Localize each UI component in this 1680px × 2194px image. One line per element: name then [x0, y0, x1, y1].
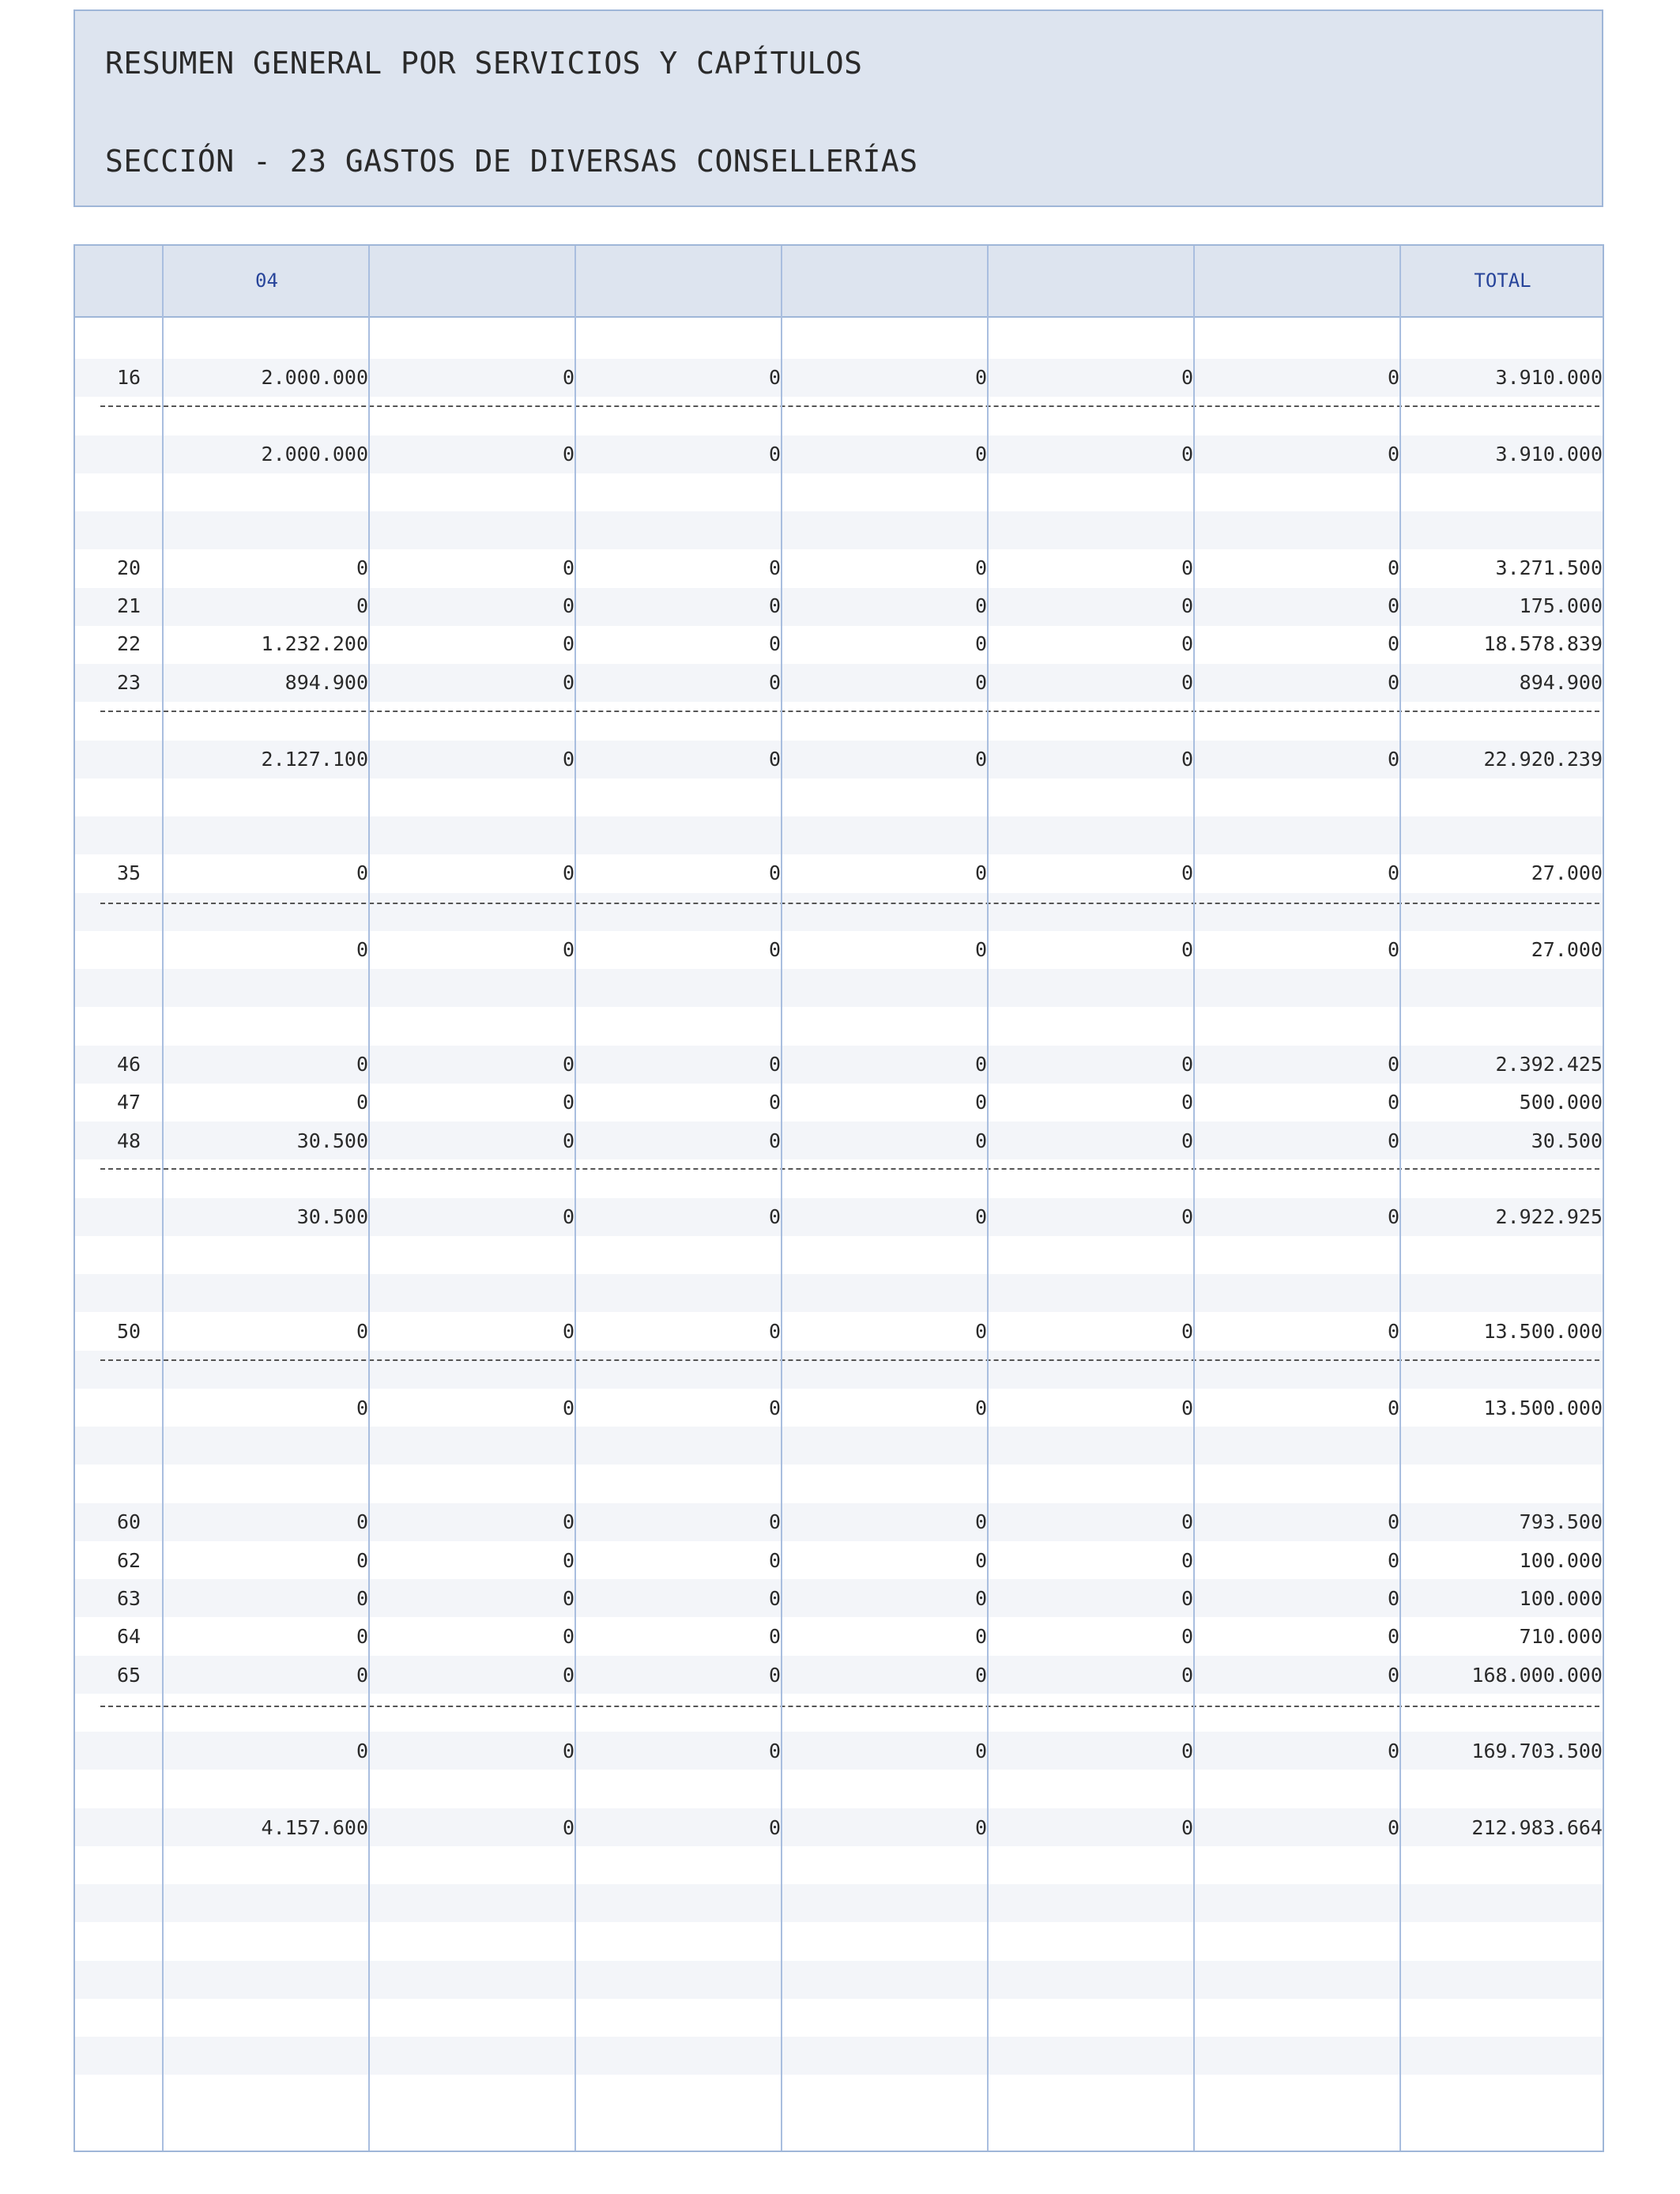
row-value: 0	[974, 556, 987, 579]
row-value: 0	[1387, 1205, 1399, 1228]
row-total: 793.500	[1519, 1510, 1603, 1533]
row-value: 0	[768, 1625, 781, 1648]
report-title: RESUMEN GENERAL POR SERVICIOS Y CAPÍTULOS	[105, 46, 863, 81]
row-value: 0	[768, 443, 781, 466]
row-code: 16	[116, 366, 141, 389]
row-value: 0	[1387, 1740, 1399, 1762]
row-value: 0	[768, 366, 781, 389]
row-value: 0	[974, 366, 987, 389]
row-value: 0	[356, 1053, 368, 1076]
section-title: SECCIÓN - 23 GASTOS DE DIVERSAS CONSELLERÍAS	[105, 144, 918, 179]
row-value: 0	[562, 1587, 574, 1610]
row-value: 30.500	[296, 1129, 368, 1152]
row-code: 60	[116, 1510, 141, 1533]
row-value: 0	[1387, 1587, 1399, 1610]
row-value: 0	[1387, 1549, 1399, 1572]
row-total: 30.500	[1531, 1129, 1603, 1152]
row-value: 0	[768, 1510, 781, 1533]
row-value: 0	[562, 443, 574, 466]
row-value: 0	[356, 938, 368, 961]
row-value: 0	[1387, 1091, 1399, 1114]
row-value: 1.232.200	[261, 632, 368, 655]
row-value: 0	[562, 1397, 574, 1419]
row-value: 0	[356, 861, 368, 884]
row-value: 0	[562, 1740, 574, 1762]
row-value: 2.000.000	[261, 366, 368, 389]
row-value: 0	[1181, 1587, 1193, 1610]
row-value: 0	[974, 1816, 987, 1839]
row-value: 0	[768, 556, 781, 579]
row-value: 0	[1387, 366, 1399, 389]
row-value: 0	[974, 671, 987, 694]
row-value: 0	[768, 1091, 781, 1114]
row-code: 48	[116, 1129, 141, 1152]
table-frame	[73, 244, 1604, 2152]
row-value: 0	[974, 1549, 987, 1572]
row-value: 0	[974, 1205, 987, 1228]
row-value: 0	[768, 1397, 781, 1419]
row-value: 0	[562, 632, 574, 655]
row-value: 894.900	[284, 671, 368, 694]
row-value: 0	[1387, 1397, 1399, 1419]
row-value: 0	[974, 632, 987, 655]
row-value: 0	[974, 1397, 987, 1419]
row-value: 0	[356, 556, 368, 579]
row-code: 23	[116, 671, 141, 694]
row-total: 18.578.839	[1483, 632, 1603, 655]
row-value: 0	[562, 748, 574, 771]
row-value: 4.157.600	[261, 1816, 368, 1839]
row-value: 0	[768, 1587, 781, 1610]
row-value: 0	[1387, 1816, 1399, 1839]
row-total: 22.920.239	[1483, 748, 1603, 771]
row-value: 0	[1181, 366, 1193, 389]
row-code: 35	[116, 861, 141, 884]
row-value: 0	[1181, 1625, 1193, 1648]
row-value: 0	[1181, 938, 1193, 961]
row-value: 0	[768, 748, 781, 771]
row-code: 21	[116, 594, 141, 617]
row-value: 0	[768, 632, 781, 655]
row-value: 0	[1181, 632, 1193, 655]
row-value: 0	[768, 861, 781, 884]
row-total: 169.703.500	[1471, 1740, 1603, 1762]
row-code: 22	[116, 632, 141, 655]
column-header: 04	[255, 270, 278, 292]
row-value: 0	[562, 594, 574, 617]
row-value: 0	[768, 1129, 781, 1152]
row-value: 0	[1181, 1091, 1193, 1114]
row-total: 212.983.664	[1471, 1816, 1603, 1839]
row-value: 0	[562, 1129, 574, 1152]
row-value: 0	[974, 1091, 987, 1114]
row-value: 0	[562, 1320, 574, 1343]
row-value: 0	[974, 748, 987, 771]
report-title-box	[73, 9, 1603, 207]
row-value: 2.000.000	[261, 443, 368, 466]
row-value: 0	[356, 1510, 368, 1533]
row-total: 168.000.000	[1471, 1664, 1603, 1687]
row-value: 0	[1181, 1053, 1193, 1076]
row-value: 2.127.100	[261, 748, 368, 771]
row-value: 0	[562, 1510, 574, 1533]
row-value: 0	[1387, 671, 1399, 694]
row-code: 47	[116, 1091, 141, 1114]
row-value: 0	[1181, 1549, 1193, 1572]
row-value: 0	[1181, 1205, 1193, 1228]
row-value: 0	[356, 1625, 368, 1648]
row-total: 2.392.425	[1495, 1053, 1603, 1076]
row-code: 20	[116, 556, 141, 579]
row-value: 0	[1181, 1510, 1193, 1533]
row-total: 175.000	[1519, 594, 1603, 617]
row-value: 0	[562, 1053, 574, 1076]
row-code: 62	[116, 1549, 141, 1572]
row-value: 0	[1387, 1510, 1399, 1533]
row-value: 0	[1181, 748, 1193, 771]
row-total: 894.900	[1519, 671, 1603, 694]
row-value: 0	[1387, 632, 1399, 655]
row-total: 710.000	[1519, 1625, 1603, 1648]
row-value: 0	[974, 1053, 987, 1076]
row-value: 0	[1181, 1397, 1193, 1419]
row-value: 0	[562, 1549, 574, 1572]
row-value: 0	[356, 1320, 368, 1343]
row-value: 0	[1387, 1664, 1399, 1687]
row-value: 0	[1181, 671, 1193, 694]
row-value: 0	[974, 1740, 987, 1762]
row-value: 0	[974, 1587, 987, 1610]
row-total: 27.000	[1531, 938, 1603, 961]
row-total: 500.000	[1519, 1091, 1603, 1114]
row-value: 0	[768, 1205, 781, 1228]
row-value: 0	[562, 366, 574, 389]
row-total: 13.500.000	[1483, 1397, 1603, 1419]
row-value: 0	[1181, 556, 1193, 579]
row-value: 0	[1181, 443, 1193, 466]
row-value: 0	[356, 594, 368, 617]
row-value: 0	[1181, 1129, 1193, 1152]
row-value: 0	[1387, 1320, 1399, 1343]
row-total: 100.000	[1519, 1587, 1603, 1610]
row-value: 0	[768, 1664, 781, 1687]
row-code: 50	[116, 1320, 141, 1343]
row-value: 0	[1181, 861, 1193, 884]
row-value: 0	[768, 1816, 781, 1839]
row-code: 63	[116, 1587, 141, 1610]
row-value: 0	[768, 594, 781, 617]
row-total: 13.500.000	[1483, 1320, 1603, 1343]
row-value: 0	[562, 1816, 574, 1839]
row-value: 0	[768, 1740, 781, 1762]
row-total: 100.000	[1519, 1549, 1603, 1572]
row-value: 0	[1181, 594, 1193, 617]
row-value: 0	[768, 1320, 781, 1343]
row-total: 3.271.500	[1495, 556, 1603, 579]
row-value: 0	[974, 938, 987, 961]
row-value: 0	[562, 671, 574, 694]
row-value: 0	[1387, 938, 1399, 961]
row-value: 0	[1387, 1129, 1399, 1152]
row-value: 0	[768, 938, 781, 961]
row-value: 0	[562, 556, 574, 579]
row-value: 0	[562, 861, 574, 884]
row-value: 0	[974, 594, 987, 617]
row-value: 0	[562, 938, 574, 961]
row-value: 30.500	[296, 1205, 368, 1228]
row-value: 0	[1181, 1816, 1193, 1839]
row-value: 0	[974, 1320, 987, 1343]
row-value: 0	[562, 1625, 574, 1648]
row-value: 0	[356, 1587, 368, 1610]
row-value: 0	[1387, 1625, 1399, 1648]
row-value: 0	[1387, 556, 1399, 579]
row-value: 0	[356, 1740, 368, 1762]
row-value: 0	[1387, 748, 1399, 771]
row-value: 0	[974, 1664, 987, 1687]
row-code: 65	[116, 1664, 141, 1687]
row-value: 0	[1181, 1320, 1193, 1343]
row-total: 2.922.925	[1495, 1205, 1603, 1228]
row-value: 0	[974, 443, 987, 466]
row-total: 27.000	[1531, 861, 1603, 884]
row-value: 0	[768, 671, 781, 694]
row-value: 0	[356, 1397, 368, 1419]
row-value: 0	[562, 1091, 574, 1114]
row-value: 0	[1181, 1664, 1193, 1687]
row-value: 0	[1387, 594, 1399, 617]
row-value: 0	[1387, 861, 1399, 884]
row-value: 0	[1387, 443, 1399, 466]
row-value: 0	[974, 1510, 987, 1533]
row-code: 64	[116, 1625, 141, 1648]
row-value: 0	[1387, 1053, 1399, 1076]
row-value: 0	[562, 1664, 574, 1687]
column-header: TOTAL	[1474, 270, 1531, 292]
row-value: 0	[974, 861, 987, 884]
row-value: 0	[356, 1664, 368, 1687]
row-value: 0	[768, 1549, 781, 1572]
row-value: 0	[974, 1129, 987, 1152]
row-value: 0	[974, 1625, 987, 1648]
row-total: 3.910.000	[1495, 443, 1603, 466]
row-total: 3.910.000	[1495, 366, 1603, 389]
row-value: 0	[356, 1091, 368, 1114]
row-code: 46	[116, 1053, 141, 1076]
row-value: 0	[562, 1205, 574, 1228]
row-value: 0	[768, 1053, 781, 1076]
row-value: 0	[356, 1549, 368, 1572]
row-value: 0	[1181, 1740, 1193, 1762]
